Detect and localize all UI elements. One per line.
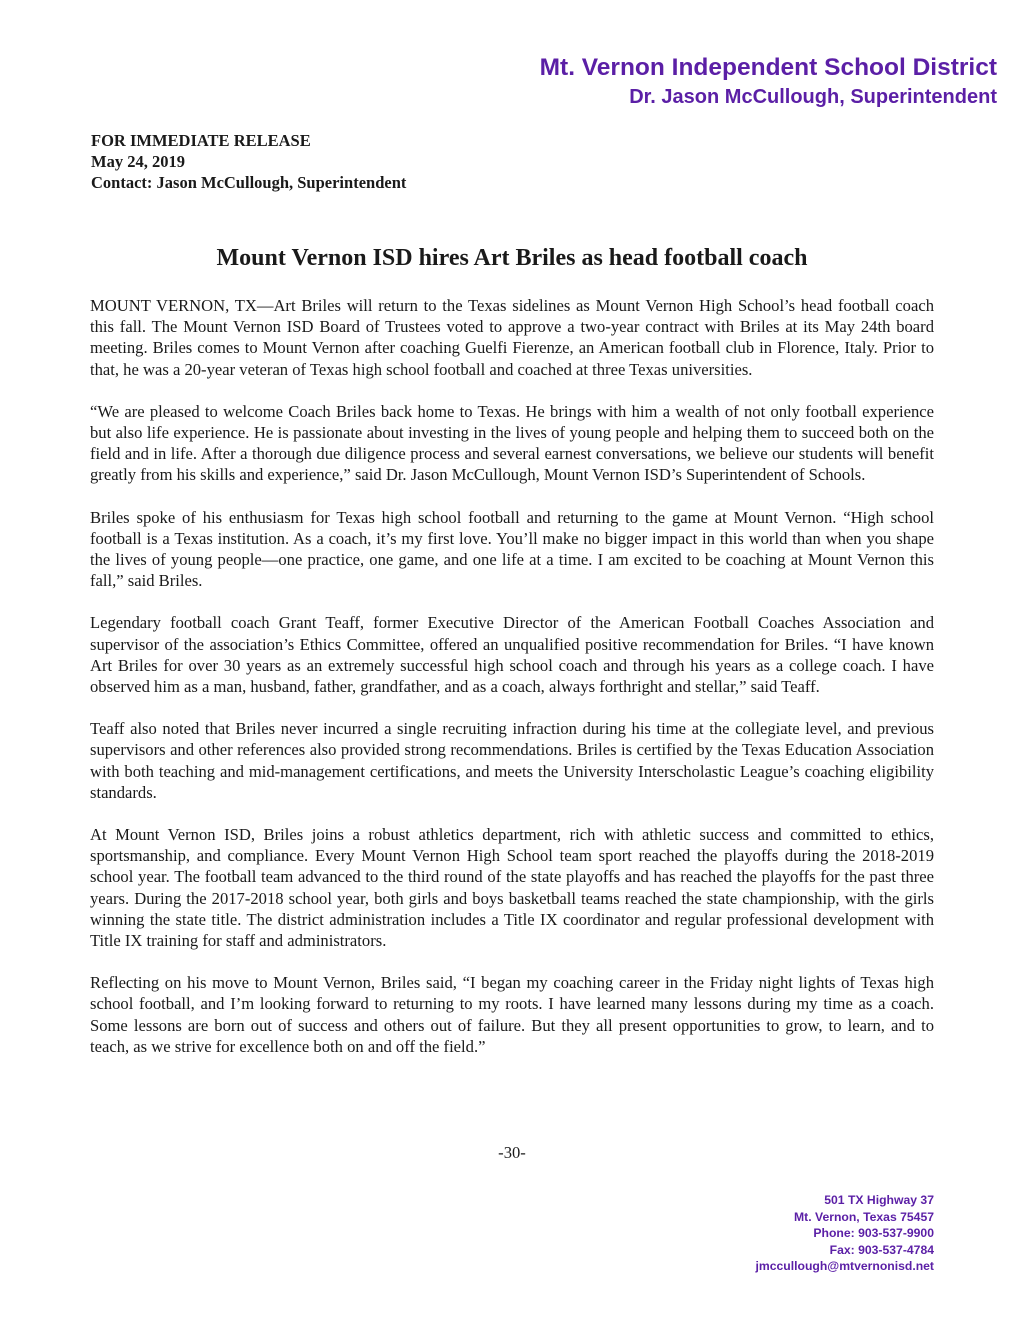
paragraph-2: “We are pleased to welcome Coach Briles back home to Texas. He brings with him a wealth of not only football experience but also life experience. He is passionate about investing in the lives of young people and helping them to succeed both on the field and in life. After a thorough due diligence process and several earnest conversations, we believe our students will benefit greatly from his skills and experience,” said Dr. Jason McCullough, Mount Vernon ISD’s Superintendent of Schools. [90,401,934,485]
district-name: Mt. Vernon Independent School District [539,54,997,81]
release-date: May 24, 2019 [91,152,185,171]
end-mark: -30- [498,1143,526,1162]
footer-city: Mt. Vernon, Texas 75457 [794,1209,934,1224]
footer-phone: Phone: 903-537-9900 [813,1226,934,1240]
article-body [90,295,934,1078]
superintendent-name: Dr. Jason McCullough, Superintendent [629,86,997,108]
paragraph-4: Legendary football coach Grant Teaff, former Executive Director of the American Football Coaches Association and supervisor of the association’s Ethics Committee, offered an unqualified positive recommendation for Briles. “I have known Art Briles for over 30 years as an extremely successful high school coach and through his years as a college coach. I have observed him as a man, husband, father, grandfather, and as a coach, always forthright and stellar,” said Teaff. [90,613,934,697]
paragraph-3: Briles spoke of his enthusiasm for Texas high school football and returning to the game at Mount Vernon. “High school football is a Texas institution. As a coach, it’s my first love. You’ll make no bigger impact in this world than when you shape the lives of young people—one practice, one game, and one life at a time. I am excited to be coaching at Mount Vernon this fall,” said Briles. [90,507,934,591]
paragraph-5: Teaff also noted that Briles never incurred a single recruiting infraction during his time at the collegiate level, and previous supervisors and other references also provided strong recommendations. Briles is certified by the Texas Education Association with both teaching and mid-management certifications, and meets the University Interscholastic League’s coaching eligibility standards. [90,719,934,802]
paragraph-6: At Mount Vernon ISD, Briles joins a robust athletics department, rich with athletic success and committed to ethics, sportsmanship, and compliance. Every Mount Vernon High School team sport reached the playoffs during the 2018-2019 school year. The football team advanced to the third round of the state playoffs and has reached the playoffs for the past three years. During the 2017-2018 school year, both girls and boys basketball teams reached the state championship, with the girls winning the state title. The district administration includes a Title IX coordinator and regular professional development with Title IX training for staff and administrators. [90,825,934,951]
paragraph-7: Reflecting on his move to Mount Vernon, Briles said, “I began my coaching career in the Friday night lights of Texas high school football, and I’m looking forward to returning to my roots. I have learned many lessons during my time as a coach. Some lessons are born out of success and others out of failure. But they all present opportunities to grow, to learn, and to teach, as we strive for excellence both on and off the field.” [90,973,934,1056]
release-block [91,130,406,193]
release-label: FOR IMMEDIATE RELEASE [91,131,311,150]
footer-email: jmccullough@mtvernonisd.net [755,1259,934,1273]
page-title: Mount Vernon ISD hires Art Briles as head football coach [216,245,808,271]
footer-address: 501 TX Highway 37 [824,1193,934,1207]
release-contact: Contact: Jason McCullough, Superintendent [91,173,407,192]
contact-footer [756,1192,934,1275]
footer-fax: Fax: 903-537-4784 [829,1242,934,1257]
paragraph-1: MOUNT VERNON, TX—Art Briles will return to the Texas sidelines as Mount Vernon High School’s head football coach this fall. The Mount Vernon ISD Board of Trustees voted to approve a two-year contract with Briles at its May 24th board meeting. Briles comes to Mount Vernon after coaching Guelfi Fierenze, an American football club in Florence, Italy. Prior to that, he was a 20-year veteran of Texas high school football and coached at three Texas universities. [90,296,934,379]
